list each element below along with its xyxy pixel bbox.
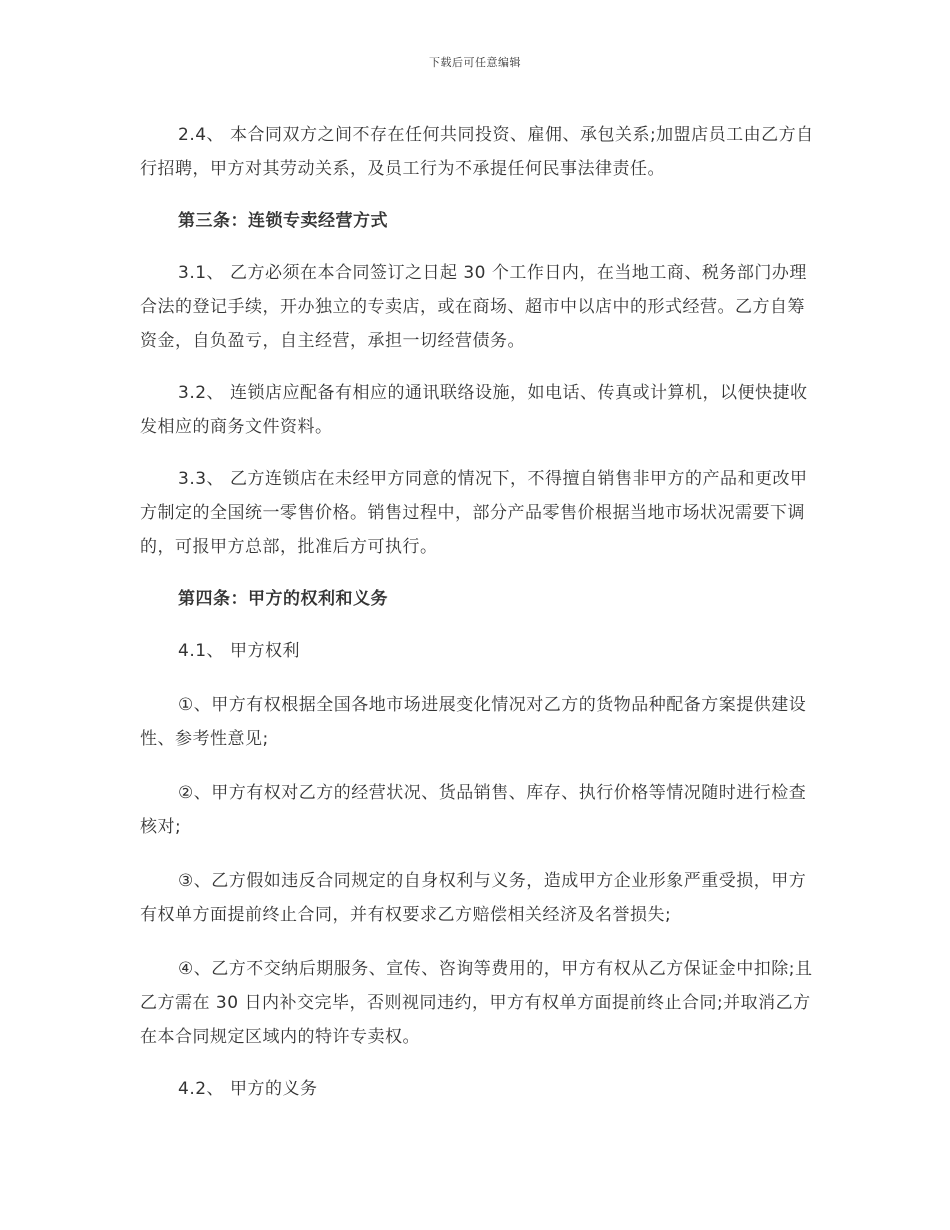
paragraph-3-2: 3.2、 连锁店应配备有相应的通讯联络设施，如电话、传真或计算机，以便快捷收发相应的商务文件资料。 <box>140 383 808 437</box>
paragraph-4-2: 4.2、 甲方的义务 <box>178 1079 318 1099</box>
paragraph-4-1: 4.1、 甲方权利 <box>178 641 300 661</box>
paragraph-4-1-item-1: ①、甲方有权根据全国各地市场进展变化情况对乙方的货物品种配备方案提供建设性、参考性意见; <box>140 695 807 749</box>
paragraph-4-1-item-3: ③、乙方假如违反合同规定的自身权利与义务，造成甲方企业形象严重受损，甲方有权单方面提前终止合同，并有权要求乙方赔偿相关经济及名誉损失; <box>140 871 807 925</box>
paragraph-3-1: 3.1、 乙方必须在本合同签订之日起 30 个工作日内，在当地工商、税务部门办理合法的登记手续，开办独立的专卖店，或在商场、超市中以店中的形式经营。乙方自筹资金，自负盈亏，自主经营，承担一切经营债务。 <box>140 263 807 351</box>
paragraph-2-4: 2.4、 本合同双方之间不存在任何共同投资、雇佣、承包关系;加盟店员工由乙方自行招聘，甲方对其劳动关系，及员工行为不承提任何民事法律责任。 <box>140 125 814 179</box>
page-header: 下载后可任意编辑 <box>429 56 521 69</box>
section-heading-article-3: 第三条：连锁专卖经营方式 <box>178 211 388 231</box>
paragraph-3-3: 3.3、 乙方连锁店在未经甲方同意的情况下，不得擅自销售非甲方的产品和更改甲方制定的全国统一零售价格。销售过程中，部分产品零售价根据当地市场状况需要下调的，可报甲方总部，批准后方可执行。 <box>140 469 808 557</box>
paragraph-4-1-item-2: ②、甲方有权对乙方的经营状况、货品销售、库存、执行价格等情况随时进行检查核对; <box>140 783 807 837</box>
document-body <box>140 118 815 1106</box>
section-heading-article-4: 第四条：甲方的权利和义务 <box>178 589 388 609</box>
paragraph-4-1-item-4: ④、乙方不交纳后期服务、宣传、咨询等费用的，甲方有权从乙方保证金中扣除;且乙方需在 30 日内补交完毕，否则视同违约，甲方有权单方面提前终止合同;并取消乙方在本合同规定区域内的特许专卖权。 <box>140 959 813 1047</box>
